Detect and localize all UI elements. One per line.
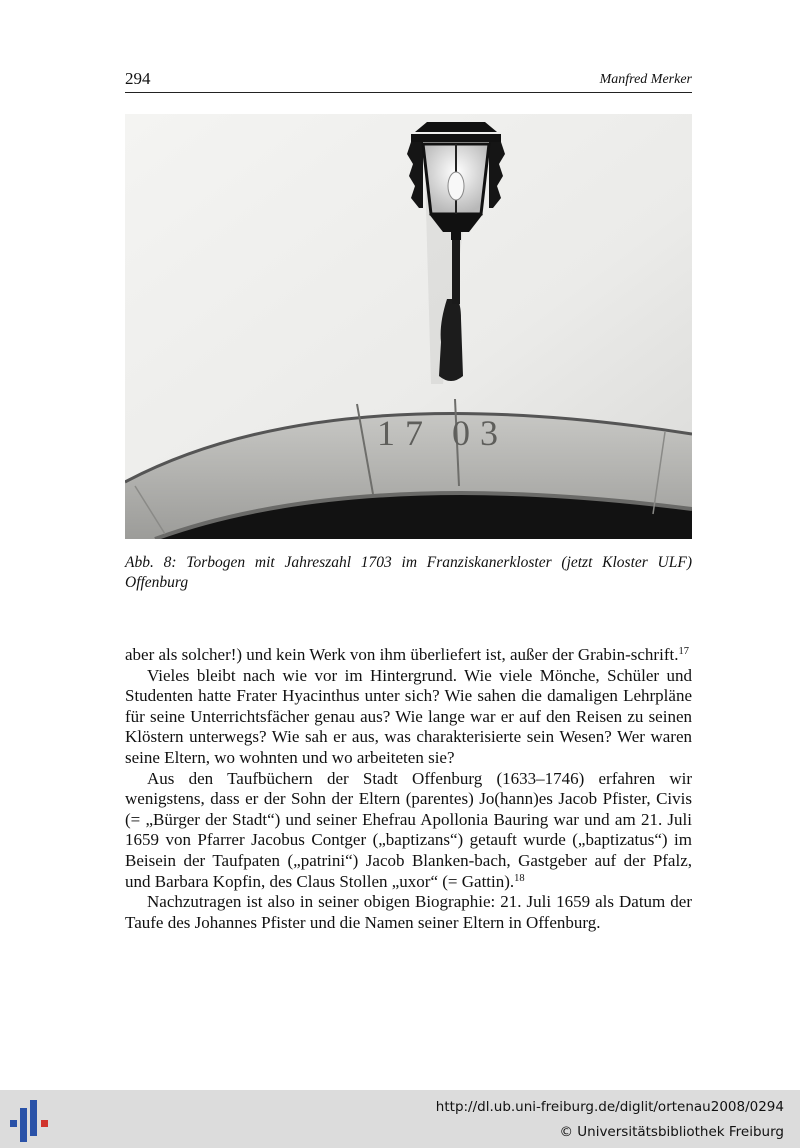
gate-arch-lantern-photo — [125, 114, 692, 539]
paragraph: Aus den Taufbüchern der Stadt Offenburg (1633–1746) erfahren wir wenigstens, dass er der Sohn der Eltern (parentes) Jo(hann)es Jacob Pfister, Civis (= „Bürger der Stadt“) und seiner Ehefrau Apollonia Bauring war und am 21. Juli 1659 von Pfarrer Jacobus Contger („baptizans“) getauft wurde („baptizatus“) im Beisein der Taufpaten („patrini“) Jacob Blanken-bach, Gastgeber auf der Pfalz, und Barbara Kopfin, des Claus Stollen „uxor“ (= Gattin).$^{18}$ — [125, 768, 692, 891]
paragraph: Nachzutragen ist also in seiner obigen Biographie: 21. Juli 1659 als Datum der Taufe des Johannes Pfister und die Namen seiner Eltern in Offenburg. — [125, 892, 692, 932]
copyright-notice: © Universitätsbibliothek Freiburg — [559, 1124, 784, 1140]
figure-caption: Abb. 8: Torbogen mit Jahreszahl 1703 im Franziskanerkloster (jetzt Kloster ULF) Offenburg — [125, 554, 692, 591]
library-logo-icon — [10, 1098, 50, 1142]
footnote-ref[interactable]: 18 — [514, 872, 525, 884]
footer-bar — [0, 1090, 800, 1148]
paragraph: aber als solcher!) und kein Werk von ihm überliefert ist, außer der Grabin-schrift.$^{17}$ — [125, 645, 689, 664]
page-header — [125, 68, 692, 93]
figure-photo — [125, 114, 692, 539]
running-head: Manfred Merker — [599, 72, 692, 87]
paragraph: Vieles bleibt nach wie vor im Hintergrund. Wie viele Mönche, Schüler und Studenten hatte Frater Hyacinthus unter sich? Wie sahen die damaligen Lehrpläne für seine Unterrichtsfächer genau aus? Wie lange war er auf den Reisen zu seinen Klöstern unterwegs? Wie sah er aus, was charakterisierte sein Wesen? Wer waren seine Eltern, wo wohnten und wo arbeiteten sie? — [125, 665, 692, 767]
page-number: 294 — [125, 69, 151, 88]
body-text — [125, 645, 692, 933]
carved-year: 17 03 — [377, 413, 508, 453]
footnote-ref[interactable]: 17 — [678, 646, 689, 657]
source-url-link[interactable]: http://dl.ub.uni-freiburg.de/diglit/ortenau2008/0294 — [435, 1099, 784, 1115]
